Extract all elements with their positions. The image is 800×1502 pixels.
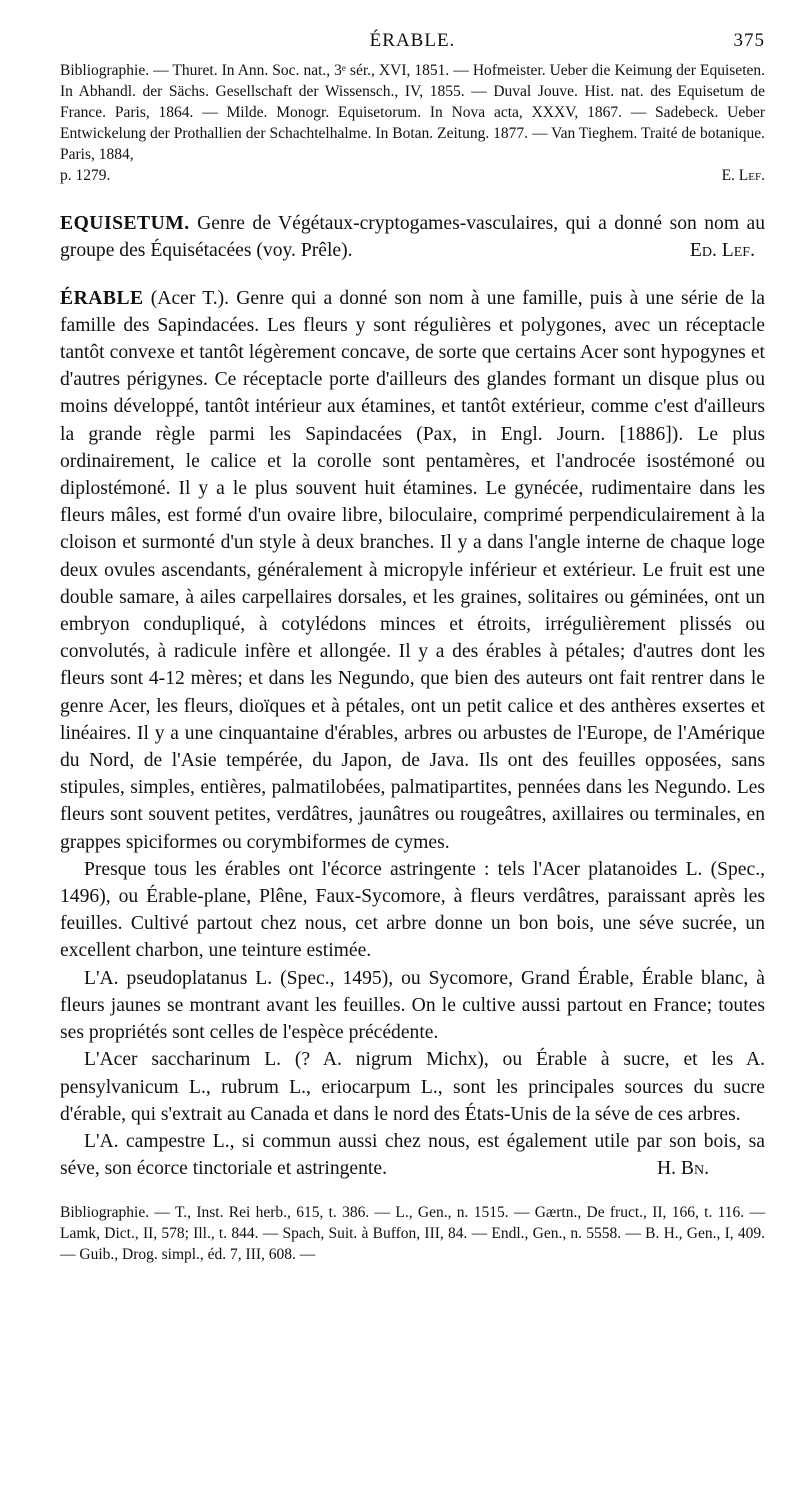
- equisetum-text: Genre de Végétaux-cryptogames-vasculaires, qui a donné son nom au groupe des Équisétacées (voy. Prêle).: [60, 213, 765, 262]
- page: [60, 30, 765, 1265]
- erable-paragraph-5-text: L'A. campestre L., si commun aussi chez nous, est également utile par son bois, sa séve, son écorce tinctoriale et astringente.: [60, 1130, 765, 1180]
- running-title: ÉRABLE.: [369, 30, 456, 51]
- erable-paragraph-2: Presque tous les érables ont l'écorce astringente : tels l'Acer platanoides L. (Spec., 1496), ou Érable-plane, Plêne, Faux-Sycomore, à fleurs verdâtres, paraissant après les feuilles. Cultivé partout chez nous, cet arbre donne un bon bois, une séve sucrée, un excellent charbon, une teinture estimée.: [60, 858, 765, 962]
- erable-paragraph-1: [60, 285, 765, 856]
- bibliography-erable: [60, 1202, 765, 1265]
- erable-paragraph-3: L'A. pseudoplatanus L. (Spec., 1495), ou Sycomore, Grand Érable, Érable blanc, à fleurs jaunes se montrant avant les feuilles. On le cultive aussi partout en France; toutes ses propriétés sont celles de l'espèce précédente.: [60, 967, 765, 1044]
- bibliography-equisetum-end: [60, 165, 765, 186]
- erable-entry: [60, 285, 765, 1183]
- page-number: 375: [733, 30, 765, 51]
- bibliography-equisetum-text: Bibliographie. — Thuret. In Ann. Soc. nat., 3ᵉ sér., XVI, 1851. — Hofmeister. Ueber die Keimung der Equiseten. In Abhandl. der Sächs. Gesellschaft der Wissensch., IV, 1855. — Duval Jouve. Hist. nat. des Equisetum de France. Paris, 1864. — Milde. Monogr. Equisetorum. In Nova acta, XXXV, 1867. — Sadebeck. Ueber Entwickelung der Prothallien der Schachtelhalme. In Botan. Zeitung. 1877. — Van Tieghem. Traité de botanique. Paris, 1884,: [60, 62, 765, 163]
- bibliography-equisetum-last-line: p. 1279.: [60, 167, 111, 184]
- bibliography-equisetum-signature: E. Lef.: [721, 167, 765, 184]
- equisetum-term: EQUISETUM.: [60, 213, 190, 234]
- bibliography-equisetum: [60, 60, 765, 186]
- equisetum-entry: [60, 210, 765, 265]
- equisetum-signature: Ed. Lef.: [689, 240, 755, 262]
- erable-paragraph-4: L'Acer saccharinum L. (? A. nigrum Michx), ou Érable à sucre, et les A. pensylvanicum L., rubrum L., eriocarpum L., sont les principales sources du sucre d'érable, qui s'extrait au Canada et dans le nord des États-Unis de la séve de ces arbres.: [60, 1049, 765, 1125]
- erable-term-suffix: (Acer T.).: [150, 287, 230, 309]
- erable-paragraph-1-text: Genre qui a donné son nom à une famille, puis à une série de la famille des Sapindacées. Les fleurs y sont régulières et polygones, avec un réceptacle tantôt convexe et tantôt légèrement concave, de sorte que certains Acer sont hypogynes et d'autres périgynes. Ce réceptacle porte d'ailleurs des glandes formant un disque plus ou moins développé, tantôt intérieur aux étamines, et tantôt extérieur, comme c'est d'ailleurs la grande règle parmi les Sapindacées (Pax, in Engl. Journ. [1886]). Le plus ordinairement, le calice et la corolle sont pentamères, et l'androcée isostémoné ou diplostémoné. Il y a le plus souvent huit étamines. Le gynécée, rudimentaire dans les fleurs mâles, est formé d'un ovaire libre, biloculaire, comprimé perpendiculairement à la cloison et surmonté d'un style à deux branches. Il y a dans l'angle interne de chaque loge deux ovules ascendants, généralement à micropyle inférieur et extérieur. Le fruit est une double samare, à ailes carpellaires dorsales, et les graines, solitaires ou géminées, ont un embryon condupliqué, à cotylédons minces et étroits, irrégulièrement plissés ou convolutés, à radicule infère et allongée. Il y a des érables à pétales; d'autres dont les fleurs sont 4-12 mères; et dans les Negundo, que bien des auteurs ont fait rentrer dans le genre Acer, les fleurs, dioïques et à pétales, ont un petit calice et des anthères exsertes et linéaires. Il y a une cinquantaine d'érables, arbres ou arbustes de l'Europe, de l'Amérique du Nord, de l'Asie tempérée, du Japon, de Java. Ils ont des feuilles opposées, sans stipules, simples, entières, palmatilobées, palmatipartites, pennées dans les Negundo. Les fleurs sont souvent petites, verdâtres, jaunâtres ou rougeâtres, axillaires ou terminales, en grappes spiciformes ou corymbiformes de cymes.: [60, 287, 765, 853]
- bibliography-erable-text: Bibliographie. — T., Inst. Rei herb., 615, t. 386. — L., Gen., n. 1515. — Gærtn., De fruct., II, 166, t. 116. — Lamk, Dict., II, 578; Ill., t. 844. — Spach, Suit. à Buffon, III, 84. — Endl., Gen., n. 5558. — B. H., Gen., I, 409. — Guib., Drog. simpl., éd. 7, III, 608. —: [60, 1204, 765, 1264]
- erable-term: ÉRABLE: [60, 287, 144, 309]
- erable-paragraph-5: [60, 1128, 765, 1182]
- page-header: [60, 30, 765, 60]
- erable-signature: H. Bn.: [656, 1158, 709, 1180]
